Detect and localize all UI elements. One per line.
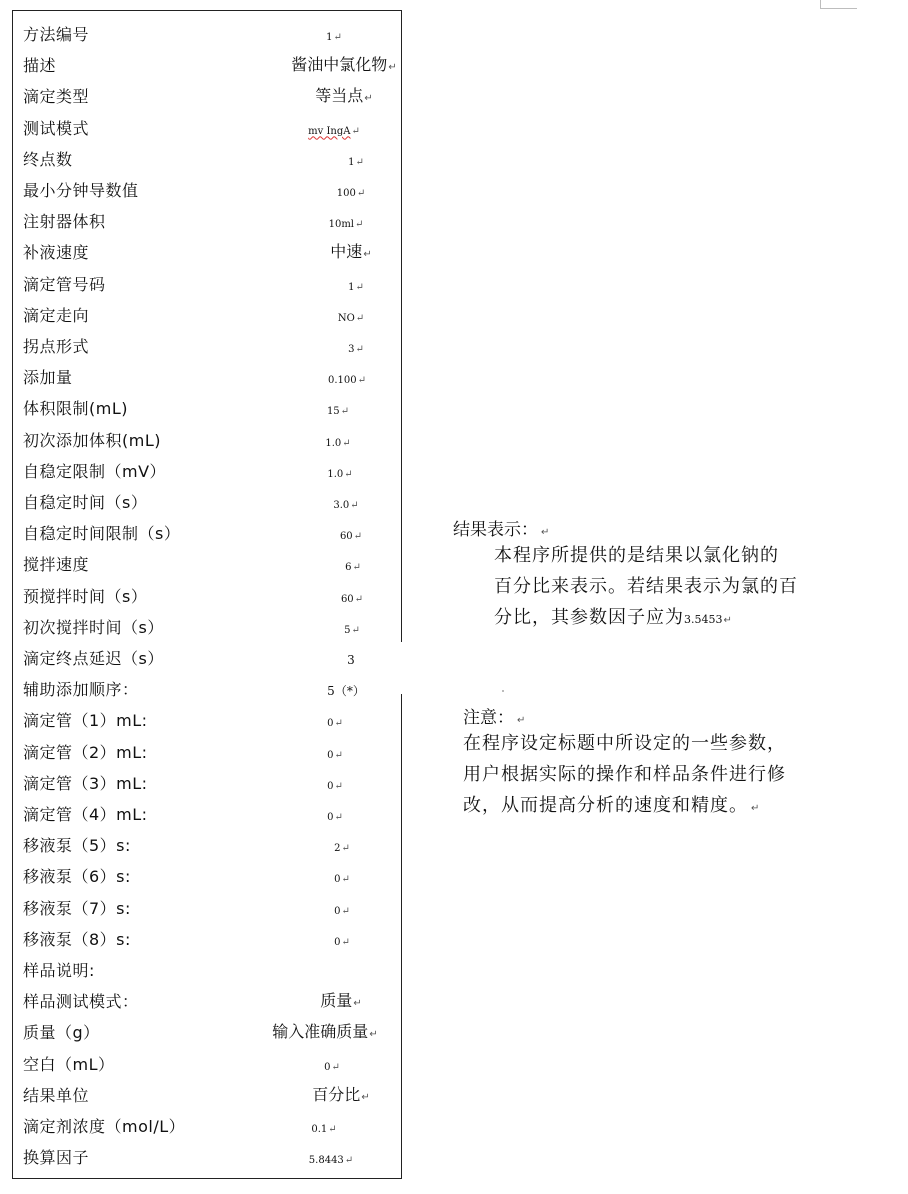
paragraph-mark: ↵ <box>341 843 350 855</box>
paragraph-mark: ↵ <box>331 1061 340 1073</box>
paragraph-mark: ↵ <box>357 375 367 387</box>
param-label: 最小分钟导数值 <box>23 181 139 200</box>
paragraph-mark: ↵ <box>344 468 353 480</box>
table-row <box>13 550 403 580</box>
param-value-text: 0 <box>334 874 341 886</box>
paragraph-mark: ↵ <box>340 406 350 418</box>
param-value <box>348 155 364 171</box>
table-row <box>13 925 403 955</box>
paragraph-mark: ↵ <box>351 125 360 137</box>
table-row <box>13 207 403 237</box>
param-value-text: NO <box>337 312 355 324</box>
paragraph-mark: ↵ <box>354 593 364 605</box>
table-row <box>13 114 403 144</box>
param-value-text: 0.100 <box>327 375 357 387</box>
param-value-text: mv IngA <box>308 125 351 137</box>
table-row <box>13 176 403 206</box>
table-row <box>13 363 403 393</box>
param-value <box>347 652 355 668</box>
param-value-text: 3 <box>348 344 355 355</box>
table-row <box>13 20 403 50</box>
table-row <box>13 800 403 830</box>
table-row <box>13 145 403 175</box>
table-row <box>13 956 403 986</box>
param-label: 样品说明: <box>23 961 95 980</box>
param-value <box>309 1153 353 1169</box>
table-row <box>13 675 403 705</box>
table-row <box>13 1018 403 1048</box>
paragraph-mark: ↵ <box>353 998 362 1010</box>
paragraph-mark: ↵ <box>364 93 373 105</box>
paragraph-mark: ↵ <box>541 527 550 538</box>
note-heading <box>463 703 525 728</box>
param-value <box>326 30 342 46</box>
param-value-text: 2 <box>334 843 341 855</box>
paragraph-mark: ↵ <box>351 624 360 636</box>
scan-dot <box>502 690 504 692</box>
note-line-3: 改，从而提高分析的速度和精度。 <box>463 795 748 816</box>
paragraph-mark: ↵ <box>352 562 361 574</box>
table-row <box>13 301 403 331</box>
paragraph-mark: ↵ <box>341 936 350 948</box>
param-value-text: 0 <box>327 718 334 730</box>
param-label: 滴定管（1）mL: <box>23 711 148 731</box>
param-label: 空白（mL） <box>23 1054 115 1074</box>
param-value-text: 100 <box>336 188 356 199</box>
param-value <box>327 404 349 420</box>
paragraph-mark: ↵ <box>355 219 364 231</box>
paragraph-mark: ↵ <box>334 780 343 792</box>
paragraph-mark: ↵ <box>333 32 342 43</box>
table-border-gap <box>399 642 405 694</box>
table-row <box>13 51 403 81</box>
param-value <box>348 342 364 358</box>
paragraph-mark: ↵ <box>355 312 365 324</box>
param-value <box>327 716 343 732</box>
param-value-text: 60 <box>339 531 353 543</box>
result-heading-text: 结果表示： <box>453 520 538 540</box>
paragraph-mark: ↵ <box>353 531 363 543</box>
param-value-text: 5 <box>344 624 351 636</box>
table-row <box>13 1112 403 1142</box>
paragraph-mark: ↵ <box>350 500 359 511</box>
param-value-text: 6 <box>345 562 352 574</box>
param-label: 移液泵（6）s: <box>23 867 131 887</box>
param-label: 初次搅拌时间（s） <box>23 617 164 637</box>
param-value <box>341 592 363 608</box>
paragraph-mark: ↵ <box>361 1091 370 1103</box>
table-row <box>13 394 403 424</box>
table-row <box>13 582 403 612</box>
param-label: 换算因子 <box>23 1148 90 1168</box>
param-value <box>324 1060 340 1076</box>
param-value <box>327 779 343 795</box>
param-value-text: 1.0 <box>325 437 342 449</box>
param-value-text: 0 <box>327 812 334 823</box>
table-row <box>13 1143 403 1173</box>
paragraph-mark: ↵ <box>334 812 343 823</box>
paragraph-mark: ↵ <box>341 874 350 886</box>
param-label: 滴定管（2）mL: <box>23 742 148 762</box>
param-value <box>308 124 360 140</box>
param-value <box>334 904 350 920</box>
param-value <box>329 217 364 233</box>
param-label: 体积限制(mL) <box>23 399 128 419</box>
param-value-text: 0 <box>334 936 341 948</box>
paragraph-mark: ↵ <box>355 344 364 355</box>
param-label: 描述 <box>23 56 57 76</box>
result-paragraph <box>494 540 798 636</box>
table-row <box>13 706 403 736</box>
result-factor: 3.5453 <box>684 613 723 626</box>
param-value <box>338 311 364 327</box>
param-label: 移液泵（8）s: <box>23 929 131 949</box>
paragraph-mark: ↵ <box>751 803 761 814</box>
param-value <box>345 560 361 576</box>
page-corner-marker <box>820 0 857 9</box>
param-label: 方法编号 <box>23 25 90 44</box>
param-value <box>315 88 372 107</box>
table-row <box>13 862 403 892</box>
paragraph-mark: ↵ <box>341 905 350 917</box>
param-value <box>328 373 366 389</box>
param-label: 滴定终点延迟（s） <box>23 649 164 668</box>
table-row <box>13 987 403 1017</box>
param-label: 滴定管号码 <box>23 274 106 294</box>
table-row <box>13 426 403 456</box>
paragraph-mark: ↵ <box>342 437 351 449</box>
table-row <box>13 1081 403 1111</box>
param-value-text: 1 <box>348 281 355 293</box>
paragraph-mark: ↵ <box>388 62 397 74</box>
table-row <box>13 488 403 518</box>
param-label: 自稳定时间（s） <box>23 493 148 512</box>
param-label: 移液泵（7）s: <box>23 898 131 918</box>
table-row <box>13 238 403 268</box>
param-value-text: 60 <box>340 593 354 605</box>
param-value-text: 百分比 <box>312 1084 361 1104</box>
param-value <box>327 467 352 483</box>
param-label: 辅助添加顺序： <box>23 680 139 700</box>
table-row <box>13 519 403 549</box>
table-row <box>13 738 403 768</box>
param-value-text: 3 <box>347 653 355 667</box>
param-label: 自稳定时间限制（s） <box>23 524 181 544</box>
paragraph-mark: ↵ <box>355 156 364 168</box>
table-row <box>13 270 403 300</box>
param-value-text: 10ml <box>328 219 355 231</box>
param-label: 滴定类型 <box>23 87 90 107</box>
param-value <box>334 935 350 951</box>
param-label: 注射器体积 <box>23 212 106 232</box>
param-value-text: 1 <box>348 156 355 168</box>
param-label: 质量（g） <box>23 1023 100 1043</box>
paragraph-mark: ↵ <box>344 1155 354 1167</box>
paragraph-mark: ↵ <box>334 718 343 730</box>
paragraph-mark: ↵ <box>723 615 733 626</box>
param-value-text: 0 <box>324 1061 331 1073</box>
table-row <box>13 769 403 799</box>
param-value-text: 0 <box>327 780 334 792</box>
note-paragraph <box>463 728 786 824</box>
param-label: 预搅拌时间（s） <box>23 586 148 606</box>
param-label: 搅拌速度 <box>23 555 90 575</box>
result-heading <box>453 515 549 540</box>
paragraph-mark: ↵ <box>334 749 343 761</box>
table-row <box>13 831 403 861</box>
paragraph-mark: ↵ <box>369 1029 378 1041</box>
param-value <box>291 57 396 76</box>
param-value <box>272 1024 377 1043</box>
param-value-text: 15 <box>326 406 340 418</box>
parameter-table <box>12 10 402 1179</box>
param-value-text: 0.1 <box>311 1124 328 1135</box>
param-value <box>334 872 350 888</box>
param-value-text: 5（*） <box>327 684 365 699</box>
param-value <box>348 280 364 296</box>
param-label: 测试模式 <box>23 118 90 138</box>
note-line-1: 在程序设定标题中所设定的一些参数， <box>463 733 786 754</box>
table-row <box>13 613 403 643</box>
param-label: 滴定管（4）mL: <box>23 805 148 824</box>
param-label: 移液泵（5）s: <box>23 836 131 856</box>
param-value-text: 输入准确质量 <box>272 1022 369 1042</box>
paragraph-mark: ↵ <box>355 281 364 293</box>
param-label: 初次添加体积(mL) <box>23 430 161 450</box>
param-value-text: 质量 <box>320 991 353 1011</box>
note-line-2: 用户根据实际的操作和样品条件进行修 <box>463 764 786 785</box>
param-value <box>334 841 350 857</box>
param-value-text: 酱油中氯化物 <box>291 55 388 75</box>
result-line-2: 百分比来表示。若结果表示为氯的百 <box>494 576 798 597</box>
table-row <box>13 894 403 924</box>
table-row <box>13 82 403 112</box>
param-value <box>327 810 343 826</box>
param-label: 滴定管（3）mL: <box>23 773 148 793</box>
param-label: 结果单位 <box>23 1085 90 1105</box>
paragraph-mark: ↵ <box>517 715 526 726</box>
param-value-text: 0 <box>327 749 334 761</box>
param-value <box>340 529 362 545</box>
param-value-text: 1.0 <box>327 468 344 480</box>
paragraph-mark: ↵ <box>356 188 366 199</box>
param-value <box>327 748 343 764</box>
param-label: 滴定走向 <box>23 305 90 325</box>
param-value <box>325 436 350 452</box>
param-value <box>330 244 371 263</box>
param-value-text: 3.0 <box>333 500 350 511</box>
param-label: 自稳定限制（mV） <box>23 461 167 481</box>
paragraph-mark: ↵ <box>363 249 372 261</box>
table-row <box>13 1050 403 1080</box>
param-value <box>320 993 361 1012</box>
param-label: 滴定剂浓度（mol/L） <box>23 1117 186 1136</box>
param-label: 补液速度 <box>23 243 90 263</box>
param-label: 添加量 <box>23 368 73 388</box>
table-row <box>13 644 403 674</box>
param-value <box>344 623 360 639</box>
param-value-text: 中速 <box>330 242 363 262</box>
table-row <box>13 332 403 362</box>
param-value <box>312 1084 370 1106</box>
paragraph-mark: ↵ <box>328 1124 337 1135</box>
note-heading-text: 注意： <box>463 708 514 728</box>
param-value <box>337 186 365 202</box>
param-label: 终点数 <box>23 149 73 169</box>
param-value-text: 0 <box>334 905 341 917</box>
result-line-3: 分比，其参数因子应为 <box>494 607 684 628</box>
param-value <box>333 498 358 514</box>
param-value-text: 5.8443 <box>308 1155 344 1167</box>
param-label: 样品测试模式： <box>23 992 139 1012</box>
param-value-text: 1 <box>326 32 333 43</box>
table-row <box>13 457 403 487</box>
param-label: 拐点形式 <box>23 337 90 356</box>
param-value <box>327 683 365 699</box>
result-line-1: 本程序所提供的是结果以氯化钠的 <box>494 545 779 566</box>
param-value-text: 等当点 <box>315 86 364 106</box>
param-value <box>311 1122 336 1138</box>
